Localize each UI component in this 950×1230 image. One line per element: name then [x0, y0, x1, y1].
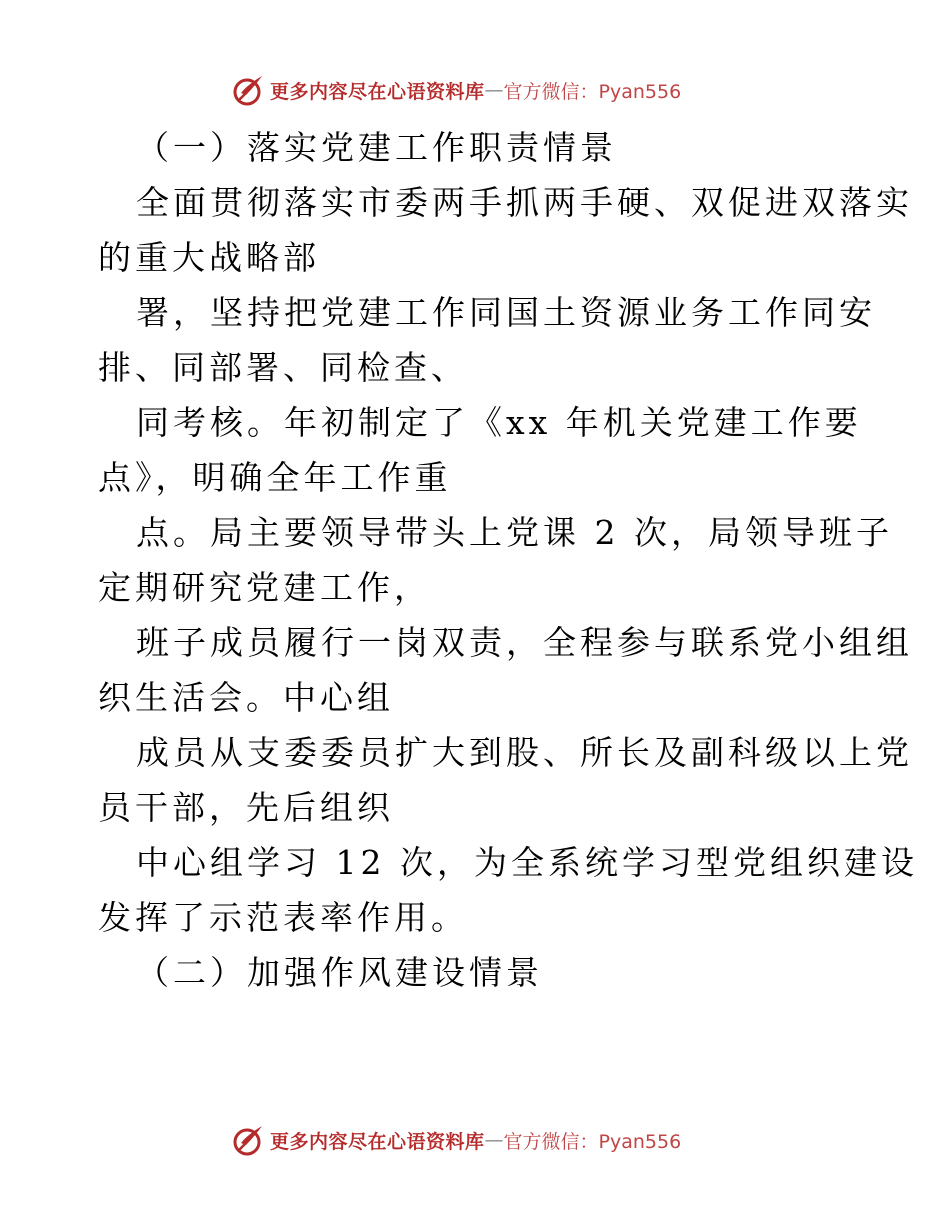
paragraph-line: 发挥了示范表率作用。	[98, 898, 468, 937]
document-body	[98, 120, 918, 1000]
paragraph-line: 点。局主要领导带头上党课 2 次，局领导班子	[136, 513, 893, 552]
section-heading-2: （二）加强作风建设情景	[136, 953, 543, 992]
paragraph-line: 全面贯彻落实市委两手抓两手硬、双促进双落实	[136, 183, 913, 222]
paragraph-line: 的重大战略部	[98, 238, 320, 277]
watermark-title: 更多内容尽在心语资料库	[270, 1130, 485, 1153]
section-heading-1: （一）落实党建工作职责情景	[136, 128, 617, 167]
watermark-title: 更多内容尽在心语资料库	[270, 80, 485, 103]
watermark-dash: —	[484, 1129, 504, 1151]
paragraph-line: 排、同部署、同检查、	[98, 348, 468, 387]
paragraph-line: 织生活会。中心组	[98, 678, 394, 717]
watermark-banner-bottom	[232, 1122, 681, 1158]
paragraph-line: 署，坚持把党建工作同国土资源业务工作同安	[136, 293, 876, 332]
paragraph-line: 点》，明确全年工作重	[98, 458, 452, 497]
watermark-dash: —	[484, 79, 504, 101]
watermark-contact: 官方微信：Pyan556	[503, 80, 682, 103]
paragraph-line: 定期研究党建工作，	[98, 568, 431, 607]
paragraph-line: 员干部，先后组织	[98, 788, 394, 827]
paragraph-line: 中心组学习 12 次，为全系统学习型党组织建设	[136, 843, 918, 882]
watermark-banner-top	[232, 72, 681, 108]
quill-logo-icon	[232, 73, 266, 107]
quill-logo-icon	[232, 1123, 266, 1157]
paragraph-line: 同考核。年初制定了《xx 年机关党建工作要	[136, 403, 862, 442]
paragraph-line: 班子成员履行一岗双责，全程参与联系党小组组	[136, 623, 913, 662]
watermark-contact: 官方微信：Pyan556	[503, 1130, 682, 1153]
paragraph-line: 成员从支委委员扩大到股、所长及副科级以上党	[136, 733, 913, 772]
